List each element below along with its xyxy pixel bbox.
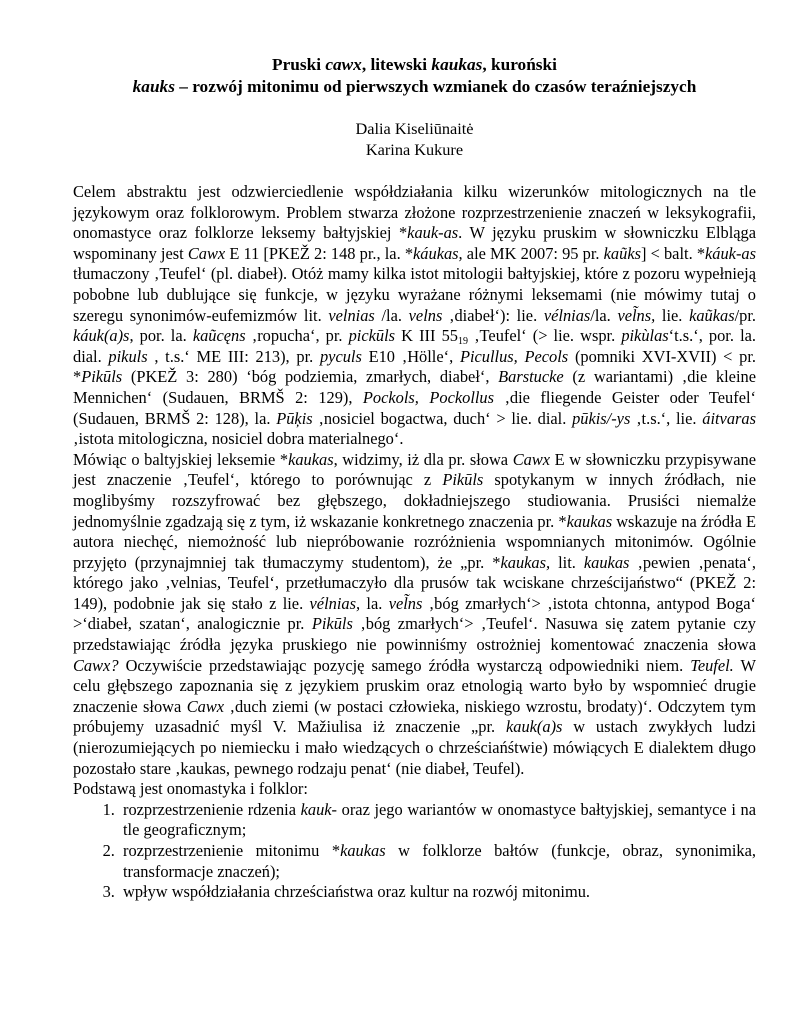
document-page — [73, 54, 756, 903]
author-name: Karina Kukure — [365, 140, 464, 159]
text-run: ‘t.s.‘, por. la. dial. — [73, 326, 756, 366]
italic-term: Cawx — [512, 449, 551, 469]
text-run: ‚nosiciel bogactwa, duch‘ > lie. dial. — [312, 408, 573, 428]
italic-term: pūkis/-ys — [572, 408, 631, 428]
italic-term: pikuls — [108, 346, 148, 366]
text-run: ‚bóg zmarłych‘> ‚istota chtonna, antypod Boga‘ >‘diabeł, szatan‘, analogicznie pr. — [73, 593, 756, 634]
text-run: ‚pewien ‚penata‘, którego jako ‚velnias, Teufel‘, przetłumaczyło dla prusów tak wciskane chrześcijaństwo“ (PKEŽ 2: 149), podobnie jak się stało z lie. — [73, 552, 756, 613]
italic-term: kaukas — [340, 841, 386, 860]
italic-term: káuk-as — [705, 243, 756, 263]
text-run: /la. — [590, 305, 618, 325]
text-run: W celu głębszego zapoznania się z językiem pruskim oraz etnologią warto było by wspomnieć drugie znaczenie słowa — [73, 655, 756, 716]
text-run: . W języku pruskim w słowniczku Elbląga wspominany jest — [73, 223, 756, 263]
italic-term: káuk(a)s — [73, 326, 130, 346]
text-run: E w słowniczku przypisywane jest znaczenie ‚Teufel‘, którego to porównując z — [73, 449, 756, 490]
italic-term: vel̃ns — [388, 593, 423, 613]
list-item — [119, 882, 756, 903]
text-run: w ustach zwykłych ludzi (nierozumiejących po niemiecku i mało wiedzących o chrześciańśtwie) mówiących E dialektem długo pozostało stare ‚kaukas, pewnego rodzaju penat‘ (nie diabeł, Teufel). — [73, 717, 756, 778]
text-run: la. — [360, 593, 389, 613]
text-run: E10 ‚Hölle‘, — [361, 346, 460, 366]
italic-term: kaũcęns — [192, 326, 246, 346]
italic-term: kaukas — [288, 449, 334, 469]
italic-term: kauk- — [300, 799, 338, 819]
text-run: ‚bóg zmarłych‘> ‚Teufel‘. Nasuwa się zatem pytanie czy przedstawiając źródła języka pruskiego nie powinniśmy ostrożniej komentować znaczenia słowa — [73, 614, 756, 655]
text-run: w folklorze bałtów (funkcje, obraz, synonimika, transformacje znaczeń); — [123, 841, 756, 881]
text-run: wpływ współdziałania chrześciaństwa oraz kultur na rozwój mitonimu. — [123, 882, 590, 902]
italic-term: Pūķis — [276, 408, 313, 428]
italic-term: kaukas, — [500, 552, 551, 572]
text-run: (z wariantami) ‚die kleine Mennichen‘ (Sudauen, BRMŠ 2: 129), — [73, 367, 756, 407]
text-run: ‚die fliegende Geister oder Teufel‘ (Sudauen, BRMŠ 2: 128), la. — [73, 387, 756, 428]
italic-term: Barstucke — [498, 367, 564, 387]
text-run: lit. — [550, 552, 584, 572]
text-run: ‚ropucha‘, pr. — [245, 326, 349, 346]
paragraph-basis: Podstawą jest onomastyka i folklor: — [73, 779, 308, 799]
italic-term: Teufel. — [690, 655, 734, 675]
italic-term: vélnias, — [309, 593, 361, 613]
italic-term: vel̃ns, — [617, 305, 656, 325]
text-run: Mówiąc o baltyjskiej leksemie * — [73, 449, 289, 469]
text-run: ‚istota mitologiczna, nosiciel dobra materialnego‘. — [73, 429, 404, 449]
text-run: Celem abstraktu jest odzwierciedlenie współdziałania kilku wizerunków mitologicznych na tle językowym oraz folklorowym. Problem stwarza złożone rozprzestrzenienie znaczeń w leksykografii, onomastyce oraz folklorze leksemy bałtyjskiej * — [73, 182, 756, 243]
italic-term: kaukas — [566, 511, 613, 531]
paragraph-discussion — [73, 450, 756, 780]
text-run: K III 55 — [395, 326, 458, 346]
text-run: spotykanym w innych źródłach, nie moglibyśmy rozszyfrować bez głębszego, dokładniejszego studiowania. Prusiści niemalże jednomyślnie zgadzają się z tym, iż wskazanie konkretnego znaczenia pr. * — [73, 470, 757, 531]
author-list — [73, 118, 756, 160]
italic-term: pyculs — [319, 346, 362, 366]
title-line-1: Pruski cawx, litewski kaukas, kuroński — [272, 55, 557, 74]
list-item — [119, 841, 756, 882]
text-run: rozprzestrzenienie mitonimu * — [123, 841, 341, 860]
text-run: /la. — [374, 305, 409, 325]
italic-term: pickūls — [348, 326, 396, 346]
text-run: (PKEŽ 3: 280) ‘bóg podziemia, zmarłych, diabeł‘, — [122, 367, 499, 387]
text-run: lie. — [655, 305, 690, 325]
text-run: rozprzestrzenienie rdzenia — [123, 799, 301, 819]
italic-term: pikùlas — [621, 326, 669, 346]
italic-term: kauk-as — [407, 223, 459, 243]
italic-term: velns — [408, 305, 443, 325]
text-run: ‚diabeł‘): lie. — [442, 305, 544, 325]
paragraph-intro — [73, 182, 756, 450]
italic-term: kaũkas — [689, 305, 735, 325]
text-run: , por. la. — [129, 326, 193, 346]
italic-term: kauk(a)s — [505, 717, 563, 737]
text-run: (pomniki XVI-XVII) < pr. * — [73, 346, 757, 387]
italic-term: Picullus, Pecols — [459, 346, 569, 366]
text-run: wskazuje na źródła E autora niechęć, niemożność lub niepróbowanie rozróżnienia wspomnianych mitonimów. Ogólnie przyjęto (przynajmniej tak tłumaczymy studentom), że „pr. * — [73, 511, 756, 572]
italic-term: káukas, — [413, 243, 463, 263]
text-run: /pr. — [734, 305, 756, 325]
italic-term: Cawx? — [73, 655, 119, 675]
italic-term: kaukas — [583, 552, 630, 572]
italic-term: velnias — [328, 305, 375, 325]
title-line-2: kauks – rozwój mitonimu od pierwszych wzmianek do czasów teraźniejszych — [132, 77, 697, 96]
italic-term: áitvaras — [702, 408, 756, 428]
text-run: oraz jego wariantów w onomastyce bałtyjskiej, semantyce i na tle geograficznym; — [123, 799, 756, 840]
italic-term: Pikūls — [81, 367, 123, 387]
text-run: ‚Teufel‘ (> lie. wspr. — [467, 326, 622, 346]
italic-term: kaũks — [603, 243, 641, 263]
text-run: , widzimy, iż dla pr. słowa — [333, 449, 513, 469]
text-run: ‚t.s.‘, lie. — [630, 408, 703, 428]
text-run: ale MK 2007: 95 pr. — [462, 243, 604, 263]
text-run: tłumaczony ‚Teufel‘ (pl. diabeł). Otóż mamy kilka istot mitologii bałtyjskiej, które z pozoru wypełnieją pobobne lub dublujące się funkcje, w języku wyrażane różnymi leksemami (nie mówimy tutaj o szeregu synonimów-eufemizmów lit. — [73, 264, 756, 325]
text-run: Oczywiście przedstawiając pozycję samego źródła wystarczą odpowiedniki niem. — [118, 655, 691, 675]
text-run: , t.s.‘ ME III: 213), pr. — [147, 346, 320, 366]
italic-term: Pockols, Pockollus — [362, 387, 494, 407]
italic-term: Cawx — [187, 243, 226, 263]
subscript: 19 — [457, 336, 468, 348]
author-name: Dalia Kiseliūnaitė — [355, 119, 474, 138]
research-points-list — [73, 800, 756, 903]
italic-term: Cawx — [186, 696, 225, 716]
abstract-body — [73, 182, 756, 903]
document-title — [73, 54, 756, 98]
list-item — [119, 800, 756, 841]
italic-term: Pikūls — [311, 614, 353, 634]
text-run: ] < balt. * — [640, 243, 706, 263]
text-run: E 11 [PKEŽ 2: 148 pr., la. * — [225, 243, 414, 263]
italic-term: vélnias — [543, 305, 591, 325]
italic-term: Pikūls — [442, 470, 484, 490]
text-run: ‚duch ziemi (w postaci człowieka, niskiego wzrostu, brodaty)‘. Odczytem tym próbujemy uzasadnić myśl V. Mažiulisa iż znaczenie „pr. — [73, 696, 756, 737]
